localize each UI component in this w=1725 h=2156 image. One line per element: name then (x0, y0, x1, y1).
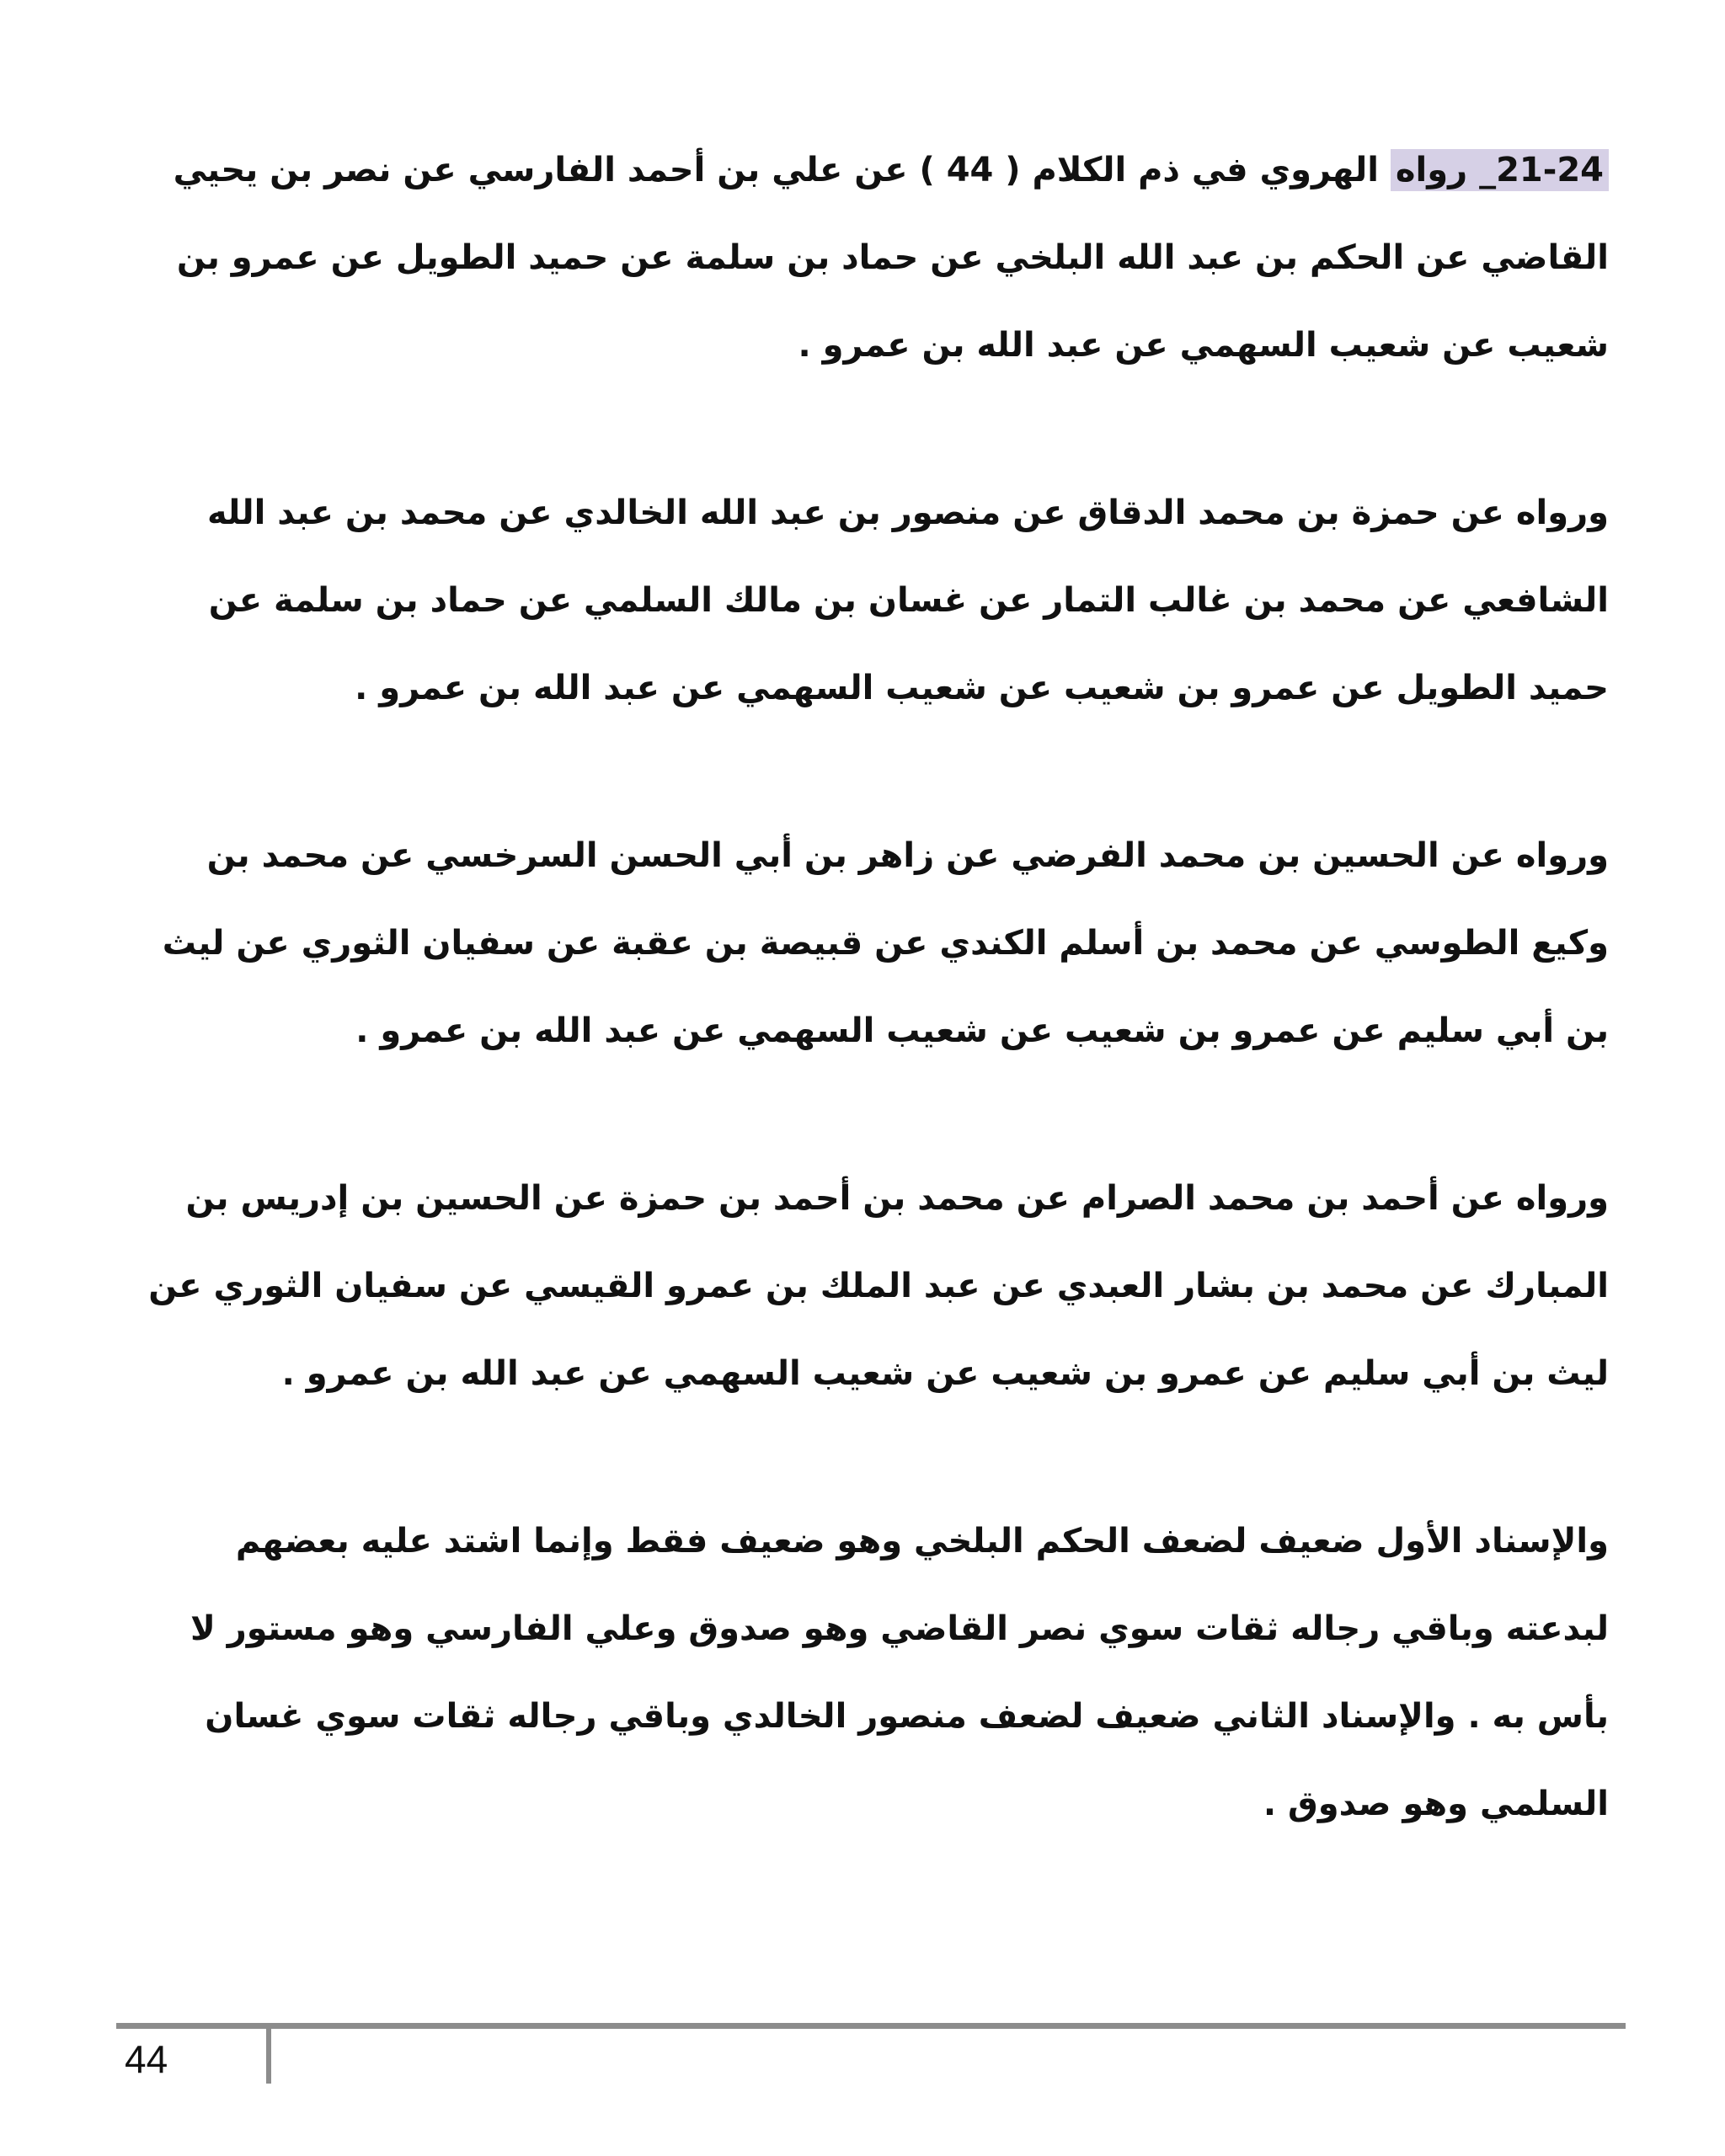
paragraph-fourth-chain: ورواه عن أحمد بن محمد الصرام عن محمد بن أحمد بن حمزة عن الحسين بن إدريس بن المبارك عن محمد بن بشار العبدي عن عبد الملك بن عمرو القيسي عن سفيان الثوري عن ليث بن أبي سليم عن عمرو بن شعيب عن شعيب السهمي عن عبد الله بن عمرو . (148, 1179, 1609, 1393)
body-text (135, 126, 1609, 1848)
footer-divider-tick (266, 2023, 271, 2084)
page-number: 44 (125, 2037, 168, 2081)
paragraph-hadith-21-24 (135, 126, 1609, 389)
paragraph-third-chain: ورواه عن الحسين بن محمد الفرضي عن زاهر بن أبي الحسن السرخسي عن محمد بن وكيع الطوسي عن محمد بن أسلم الكندي عن قبيصة بن عقبة عن سفيان الثوري عن ليث بن أبي سليم عن عمرو بن شعيب عن شعيب السهمي عن عبد الله بن عمرو . (162, 836, 1609, 1050)
paragraph-second-chain: ورواه عن حمزة بن محمد الدقاق عن منصور بن عبد الله الخالدي عن محمد بن عبد الله الشافعي عن محمد بن غالب التمار عن غسان بن مالك السلمي عن حماد بن سلمة عن حميد الطويل عن عمرو بن شعيب عن شعيب السهمي عن عبد الله بن عمرو . (206, 494, 1609, 707)
hadith-number-highlight: 21-24_ رواه (1391, 149, 1609, 191)
paragraph-grading: والإسناد الأول ضعيف لضعف الحكم البلخي وهو ضعيف فقط وإنما اشتد عليه بعضهم لبدعته وباقي رجاله ثقات سوي نصر القاضي وهو صدوق وعلي الفارسي وهو مستور لا بأس به . والإسناد الثاني ضعيف لضعف منصور الخالدي وباقي رجاله ثقات سوي غسان السلمي وهو صدوق . (190, 1522, 1609, 1823)
paragraph-text: الهروي في ذم الكلام ( 44 ) عن علي بن أحمد الفارسي عن نصر بن يحيي القاضي عن الحكم بن عبد الله البلخي عن حماد بن سلمة عن حميد الطويل عن عمرو بن شعيب عن شعيب السهمي عن عبد الله بن عمرو . (173, 151, 1609, 365)
footer-rule (116, 2023, 1626, 2029)
